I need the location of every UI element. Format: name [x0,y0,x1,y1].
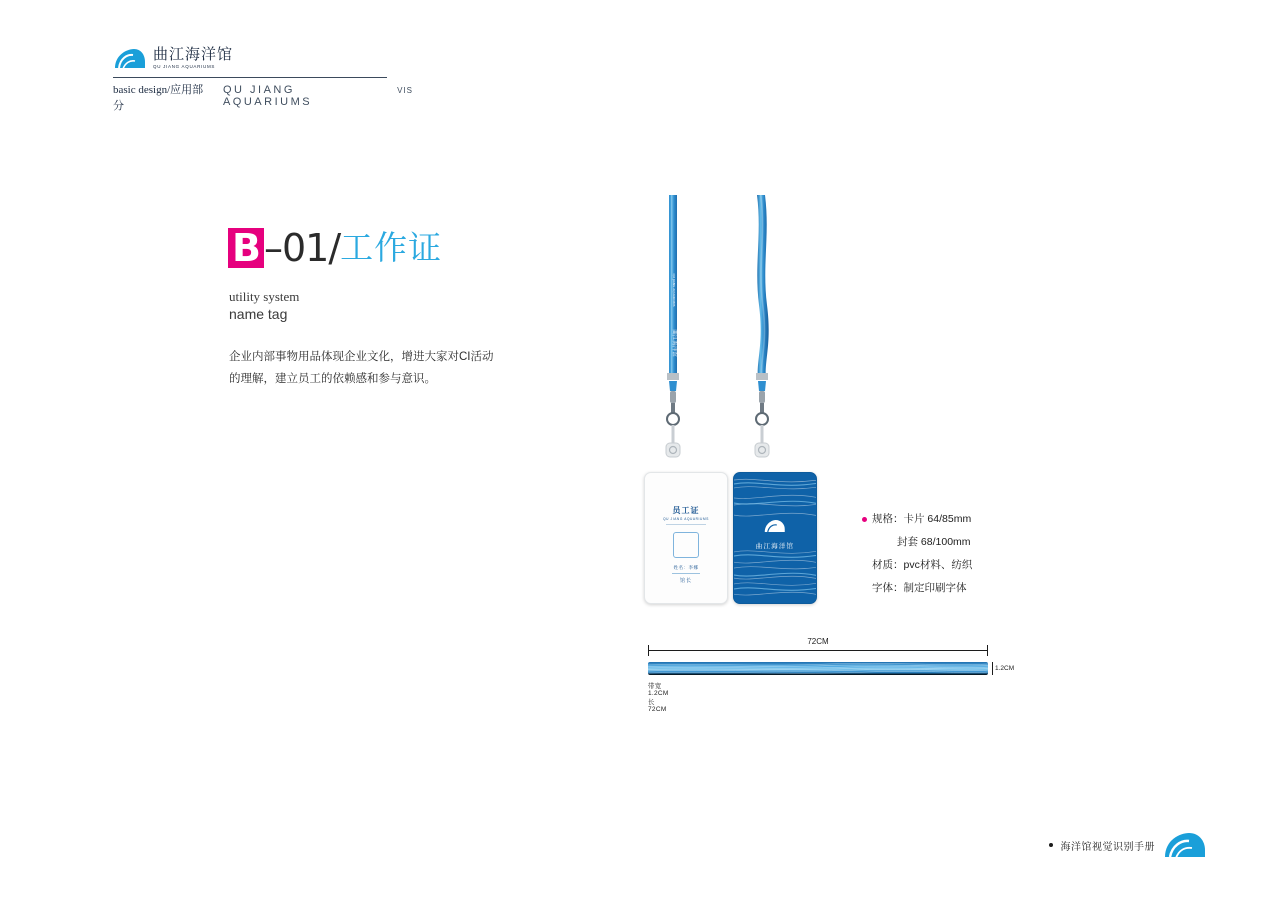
title-chinese: 工作证 [340,228,443,267]
spec-row [862,508,972,531]
strap-length-label: 72CM [807,637,829,646]
bullet-dot-icon [862,517,867,522]
page-footer [1049,830,1208,860]
badge-front-title: 员工证 [672,506,700,515]
lanyard-left-graphic [655,195,695,485]
wave-logo-icon [113,46,147,72]
badge-photo-placeholder [673,532,699,558]
footer-bullet-icon [1049,843,1053,847]
strap-height-label: 1.2CM [995,665,1015,672]
spec-value: pvc材料、纺织 [903,559,973,571]
spec-value: 封套 68/100mm [897,536,971,548]
strap-caption: 带宽 1.2CM 长72CM [648,683,669,713]
brand-name-cn: 曲江海洋馆 [153,47,234,64]
header-divider [113,77,387,78]
spec-label: 规格： [872,513,904,525]
body-paragraph: 企业内部事物用品体现企业文化，增进大家对CI活动的理解，建立员工的依赖感和参与意识。 [229,351,494,385]
brand-logo [113,44,413,74]
strap-measure-tick-left [648,645,649,656]
svg-text:曲江海洋馆: 曲江海洋馆 [671,329,677,357]
badge-front-divider [666,524,706,525]
header-vis-label: VIS [397,86,413,95]
page-header [113,44,413,113]
subtitle-line-1: utility system [229,289,300,304]
svg-text:QU JIANG AQUARIUMS: QU JIANG AQUARIUMS [672,273,676,307]
spec-row [862,554,972,577]
brand-wordmark [153,48,233,70]
strap-measure-tick-right [987,645,988,656]
spec-label: 材质： [872,559,904,571]
badge-back-brand-cn: 曲江海洋馆 [755,543,795,550]
title-badge-letter: B [228,228,264,268]
badge-back-logo [756,519,795,550]
spec-row [862,531,972,554]
wave-logo-icon [764,519,786,533]
badge-name-label: 姓名：李娜 [673,565,699,570]
badge-card-back [733,472,817,604]
title-number: –01/ [263,226,341,270]
spec-row [862,577,972,600]
header-brand-latin: QU JIANG AQUARIUMS [222,84,313,108]
header-section-label: basic design/应用部分 [113,84,204,112]
badge-role-label: 馆长 [679,578,692,584]
badge-name-underline [672,573,700,574]
strap-height-annotation [992,662,1014,675]
badge-front-subtitle: QU JIANG AQUARIUMS [663,517,709,521]
badge-card-front [644,472,728,604]
subtitle-line-2: name tag [229,306,288,322]
badge-front-content [658,505,714,584]
spec-list [862,508,972,600]
strap-measure-line [648,650,988,651]
strap-flat-graphic [648,662,988,675]
lanyard-right-graphic [744,195,784,485]
spec-label: 字体： [872,582,904,594]
spec-value: 卡片 64/85mm [903,513,972,525]
header-subtitle-row [113,81,413,113]
footer-wave-logo-icon [1163,830,1207,860]
strap-height-bar [992,662,993,675]
page-subtitle [229,288,299,323]
spec-value: 制定印刷字体 [903,582,967,594]
footer-text: 海洋馆视觉识别手册 [1060,841,1155,853]
page-title [228,228,442,268]
brand-name-en: QU JIANG AQUARIUMS [153,64,216,70]
